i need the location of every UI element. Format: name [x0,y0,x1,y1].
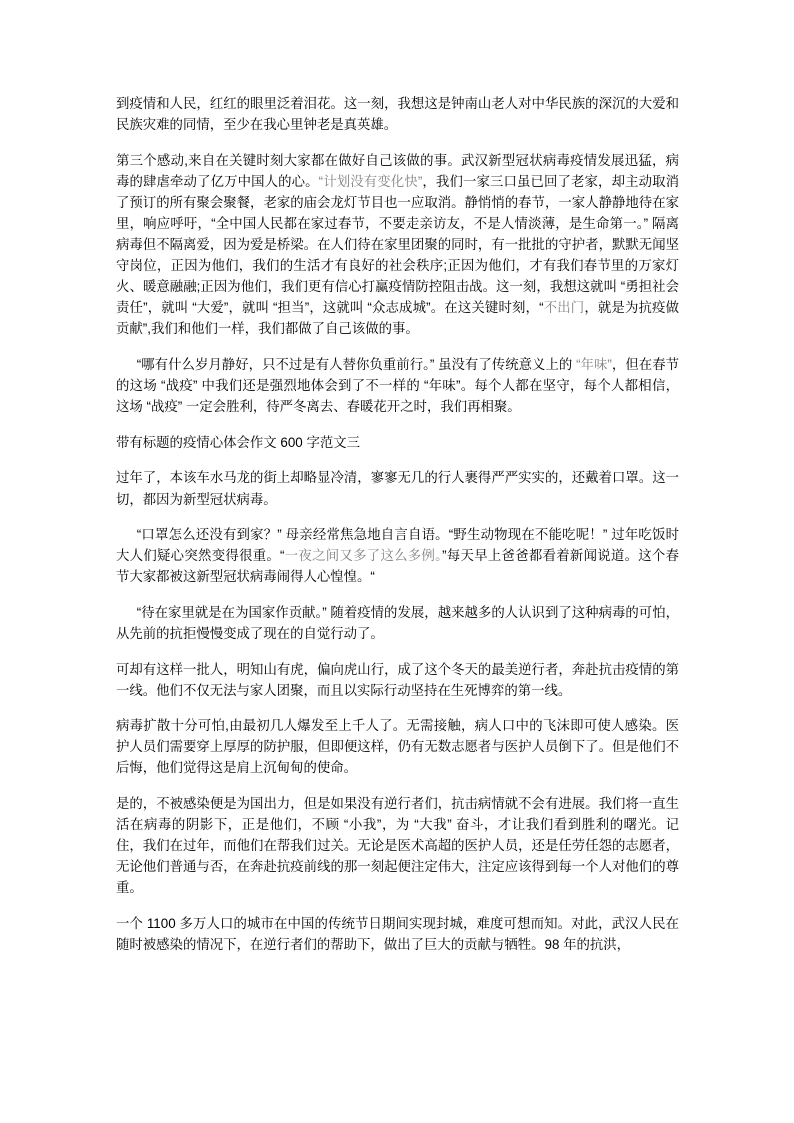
text-run: 过年了，本该车水马龙的街上却略显冷清，寥寥无几的行人裹得严严实实的，还戴着口罩。这一切，都因为新型冠状病毒。 [116,470,679,507]
document-body [116,93,679,970]
text-run: “口罩怎么还没有到家？” 母亲经常焦急地自言自语。“野生动物现在不能吃呢！” 过年吃饭时大人们疑心突然变得很重。“ [116,527,679,564]
text-run: 带有标题的疫情心体会作文 600 字范文三 [116,434,361,450]
paragraph [116,793,679,898]
paragraph [116,524,679,587]
text-run: 是的，不被感染便是为国出力，但是如果没有逆行者们，抗击病情就不会有进展。我们将一直生活在病毒的阴影下，正是他们，不顾 “小我”，为 “大我” 奋斗，才让我们看到胜利的曙光。记住，我们在过年，而他们在帮我们过关。无论是医术高超的医护人员，还是任劳任怨的志愿者，无论他们普通与否，在奔赴抗疫前线的那一刻起便注定伟大，注定应该得到每一个人对他们的尊重。 [116,796,679,896]
paragraph [116,150,679,340]
section-heading [116,432,679,453]
text-run: 病毒扩散十分可怕,由最初几人爆发至上千人了。无需接触，病人口中的飞沫即可使人感染。医护人员们需要穿上厚厚的防护服，但即便这样，仍有无数志愿者与医护人员倒下了。但是他们不后悔，他们觉得这是肩上沉甸甸的使命。 [116,718,679,776]
text-run: 第三个感动,来自在关键时刻大家都在做好自己该做的事。武汉新型冠状病毒疫情发展迅猛，病毒的肆虐牵动了亿万中国人的心。 [116,152,679,189]
text-run: “哪有什么岁月静好，只不过是有人替你负重前行。” 虽没有了传统意义上的 [136,357,577,373]
paragraph [116,913,679,955]
paragraph [116,715,679,778]
paragraph [116,93,679,135]
muted-text-run: 不出门 [543,300,585,316]
paragraph [116,659,679,701]
text-run: ，但在春节的这场 “战疫” 中我们还是强烈地体会到了不一样的 “年味”。每个人都在坚守，每个人都相信，这场 “战疫” 一定会胜利，待严冬离去、春暖花开之时，我们再相聚。 [116,357,680,415]
text-run: 一个 1100 多万人口的城市在中国的传统节日期间实现封城，难度可想而知。对此，武汉人民在随时被感染的情况下，在逆行者们的帮助下，做出了巨大的贡献与牺牲。98 年的抗洪， [116,916,679,953]
text-run: ”每天早上爸爸都看着新闻说道。这个春节大家都被这新型冠状病毒闹得人心惶惶。“ [116,548,679,585]
muted-text-run: 一夜之间又多了这么多例。 [284,548,443,564]
text-run: 到疫情和人民，红红的眼里泛着泪花。这一刻，我想这是钟南山老人对中华民族的深沉的大爱和民族灾难的同情，至少在我心里钟老是真英雄。 [116,96,679,133]
text-run: 可却有这样一批人，明知山有虎，偏向虎山行，成了这个冬天的最美逆行者，奔赴抗击疫情的第一线。他们不仅无法与家人团聚，而且以实际行动坚持在生死博弈的第一线。 [116,661,679,698]
text-run: “待在家里就是在为国家作贡献。” 随着疫情的发展，越来越多的人认识到了这种病毒的可怕，从先前的抗拒慢慢变成了现在的自觉行动了。 [116,604,679,641]
muted-text-run: “年味” [576,357,612,373]
muted-text-run: “计划没有变化快” [318,173,423,189]
text-run: ，我们一家三口虽已回了老家，却主动取消了预订的所有聚会聚餐，老家的庙会龙灯节目也一应取消。静悄悄的春节，一家人静静地待在家里，响应呼吁，“全中国人民都在家过春节，不要走亲访友，不是人情淡薄，是生命第一。” 隔离病毒但不隔离爱，因为爱是桥梁。在人们待在家里团聚的同时，有一批批的守护者，默默无闻坚守岗位，正因为他们，我们的生活才有良好的社会秩序;正因为他们，才有我们春节里的万家灯火、暖意融融;正因为他们，我们更有信心打赢疫情防控阻击战。这一刻，我想这就叫 “勇担社会责任”，就叫 “大爱”，就叫 “担当”，这就叫 “众志成城”。在这关键时刻，“ [116,173,680,316]
text-run: ，就是为抗疫做贡献”,我们和他们一样，我们都做了自己该做的事。 [116,300,679,337]
paragraph [116,602,679,644]
paragraph [116,354,679,417]
paragraph [116,467,679,509]
